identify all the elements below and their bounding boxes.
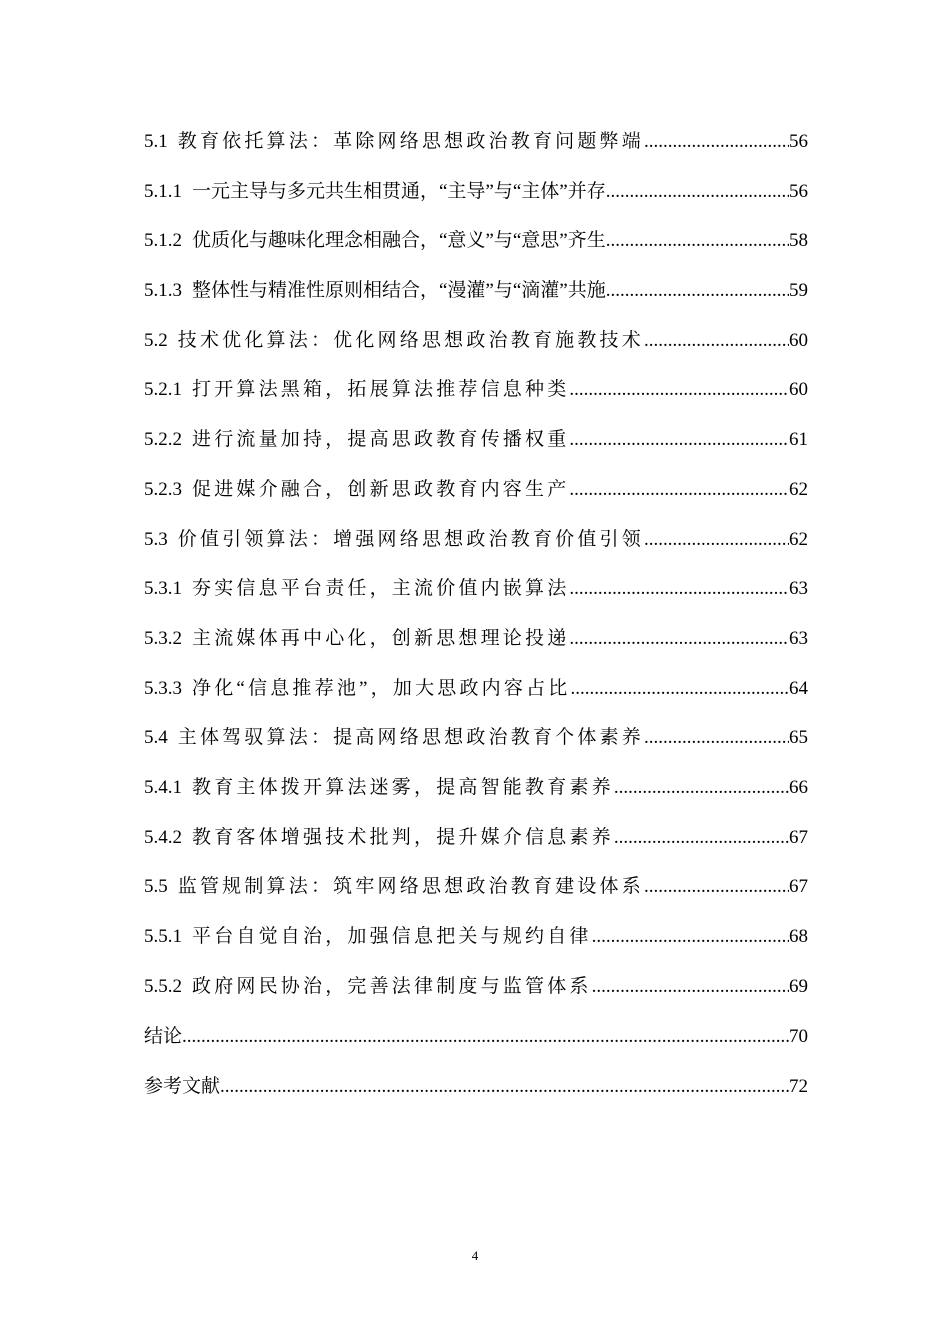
toc-number: 5.2.1 bbox=[144, 379, 182, 401]
dot-leader bbox=[592, 969, 789, 1005]
toc-title: 进行流量加持，提高思政教育传播权重 bbox=[192, 429, 570, 451]
toc-page-number: 60 bbox=[789, 329, 808, 351]
toc-number: 5.2.3 bbox=[144, 478, 182, 500]
toc-entry-5-2[interactable] bbox=[144, 323, 808, 373]
toc-page-number: 63 bbox=[789, 578, 808, 600]
toc-title: 技术优化算法：优化网络思想政治教育施教技术 bbox=[177, 329, 644, 351]
toc-number: 5.3.3 bbox=[144, 677, 182, 699]
toc-page-number: 65 bbox=[789, 727, 808, 749]
toc-entry-5-3-1[interactable] bbox=[144, 571, 808, 621]
table-of-contents bbox=[144, 124, 808, 1118]
toc-title: 一元主导与多元共生相贯通，“主导”与“主体”并存 bbox=[192, 180, 606, 202]
toc-page-number: 63 bbox=[789, 627, 808, 649]
toc-number: 5.2 bbox=[144, 329, 168, 351]
toc-title: 整体性与精准性原则相结合，“漫灌”与“滴灌”共施 bbox=[192, 280, 606, 302]
toc-title: 教育依托算法：革除网络思想政治教育问题弊端 bbox=[177, 131, 644, 152]
toc-entry-5-1-2[interactable] bbox=[144, 223, 808, 273]
dot-leader bbox=[182, 1019, 789, 1055]
toc-number: 5.3.2 bbox=[144, 627, 182, 649]
page-number: 4 bbox=[471, 1248, 479, 1263]
dot-leader bbox=[614, 820, 789, 856]
toc-number: 5.1 bbox=[144, 131, 168, 152]
dot-leader bbox=[644, 522, 789, 558]
toc-number: 5.4 bbox=[144, 727, 168, 749]
toc-title: 结论 bbox=[144, 1025, 183, 1048]
toc-title: 价值引领算法：增强网络思想政治教育价值引领 bbox=[177, 528, 644, 550]
dot-leader bbox=[569, 571, 789, 607]
dot-leader bbox=[606, 273, 789, 309]
toc-page-number: 59 bbox=[789, 280, 808, 302]
dot-leader bbox=[644, 869, 789, 905]
toc-entry-5-1-1[interactable] bbox=[144, 174, 808, 224]
dot-leader bbox=[644, 124, 789, 160]
toc-entry-references[interactable] bbox=[144, 1068, 808, 1118]
toc-number: 5.2.2 bbox=[144, 429, 182, 451]
toc-title: 打开算法黑箱，拓展算法推荐信息种类 bbox=[192, 379, 570, 401]
toc-entry-5-5-2[interactable] bbox=[144, 969, 808, 1019]
toc-page-number: 70 bbox=[789, 1026, 808, 1048]
toc-entry-5-4-2[interactable] bbox=[144, 820, 808, 870]
toc-title: 优质化与趣味化理念相融合，“意义”与“意思”齐生 bbox=[192, 230, 606, 252]
toc-number: 5.4.1 bbox=[144, 776, 182, 798]
toc-title: 平台自觉自治，加强信息把关与规约自律 bbox=[192, 926, 592, 947]
toc-title: 主体驾驭算法：提高网络思想政治教育个体素养 bbox=[177, 727, 644, 749]
toc-entry-5-1[interactable] bbox=[144, 124, 808, 174]
dot-leader bbox=[644, 323, 789, 359]
toc-title: 促进媒介融合，创新思政教育内容生产 bbox=[192, 478, 570, 500]
toc-entry-5-5[interactable] bbox=[144, 869, 808, 919]
dot-leader bbox=[606, 174, 789, 210]
toc-entry-5-3[interactable] bbox=[144, 522, 808, 572]
toc-number: 5.4.2 bbox=[144, 826, 182, 848]
toc-page-number: 56 bbox=[789, 131, 808, 152]
toc-page-number: 62 bbox=[789, 478, 808, 500]
toc-entry-5-2-2[interactable] bbox=[144, 422, 808, 472]
toc-page-number: 69 bbox=[789, 975, 808, 997]
toc-title: 监管规制算法：筑牢网络思想政治教育建设体系 bbox=[177, 876, 644, 898]
dot-leader bbox=[569, 372, 789, 408]
toc-entry-5-4[interactable] bbox=[144, 720, 808, 770]
toc-title: 教育主体拨开算法迷雾，提高智能教育素养 bbox=[192, 776, 614, 798]
toc-number: 5.5.1 bbox=[144, 926, 182, 947]
dot-leader bbox=[644, 720, 789, 756]
toc-entry-5-2-3[interactable] bbox=[144, 472, 808, 522]
toc-page-number: 67 bbox=[789, 826, 808, 848]
toc-page-number: 56 bbox=[789, 180, 808, 202]
toc-entry-5-4-1[interactable] bbox=[144, 770, 808, 820]
toc-entry-5-5-1[interactable] bbox=[144, 919, 808, 969]
dot-leader bbox=[592, 919, 789, 955]
dot-leader bbox=[220, 1069, 789, 1105]
toc-page-number: 58 bbox=[789, 230, 808, 252]
toc-title: 政府网民协治，完善法律制度与监管体系 bbox=[192, 975, 592, 997]
dot-leader bbox=[569, 621, 789, 657]
toc-number: 5.3.1 bbox=[144, 578, 182, 600]
toc-number: 5.5 bbox=[144, 876, 168, 898]
toc-title: 教育客体增强技术批判，提升媒介信息素养 bbox=[192, 826, 614, 848]
toc-page-number: 60 bbox=[789, 379, 808, 401]
dot-leader bbox=[606, 223, 789, 259]
toc-entry-5-1-3[interactable] bbox=[144, 273, 808, 323]
toc-title: 净化“信息推荐池”，加大思政内容占比 bbox=[192, 677, 571, 699]
toc-number: 5.1.2 bbox=[144, 230, 182, 252]
toc-page-number: 68 bbox=[789, 926, 808, 947]
toc-entry-5-2-1[interactable] bbox=[144, 372, 808, 422]
toc-page-number: 66 bbox=[789, 776, 808, 798]
toc-entry-5-3-3[interactable] bbox=[144, 671, 808, 721]
dot-leader bbox=[570, 671, 789, 707]
toc-number: 5.1.1 bbox=[144, 180, 182, 202]
toc-title: 参考文献 bbox=[144, 1075, 221, 1098]
toc-entry-conclusion[interactable] bbox=[144, 1018, 808, 1068]
dot-leader bbox=[569, 422, 789, 458]
dot-leader bbox=[614, 770, 789, 806]
dot-leader bbox=[569, 472, 789, 508]
toc-number: 5.5.2 bbox=[144, 975, 182, 997]
toc-page-number: 64 bbox=[789, 677, 808, 699]
toc-page-number: 72 bbox=[789, 1076, 808, 1098]
toc-title: 主流媒体再中心化，创新思想理论投递 bbox=[192, 627, 570, 649]
toc-page-number: 62 bbox=[789, 528, 808, 550]
toc-number: 5.3 bbox=[144, 528, 168, 550]
toc-title: 夯实信息平台责任，主流价值内嵌算法 bbox=[192, 578, 570, 600]
toc-page-number: 67 bbox=[789, 876, 808, 898]
toc-entry-5-3-2[interactable] bbox=[144, 621, 808, 671]
toc-page-number: 61 bbox=[789, 429, 808, 451]
toc-number: 5.1.3 bbox=[144, 280, 182, 302]
